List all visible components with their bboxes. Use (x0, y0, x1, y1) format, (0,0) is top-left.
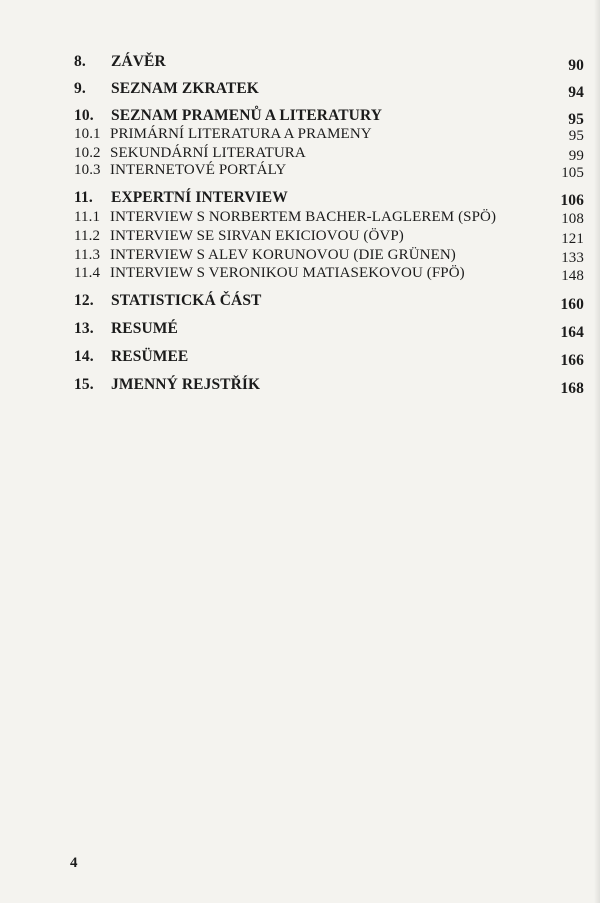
toc-title: STATISTICKÁ ČÁST (111, 292, 262, 309)
toc-entry-11-2 (74, 226, 584, 246)
toc-entry-10-3 (74, 160, 584, 180)
toc-title: INTERVIEW S VERONIKOU MATIASEKOVOU (FPÖ) (110, 265, 465, 281)
toc-title: PRIMÁRNÍ LITERATURA A PRAMENY (110, 126, 372, 142)
toc-title: INTERNETOVÉ PORTÁLY (110, 162, 287, 178)
toc-page: 160 (560, 296, 584, 313)
toc-title: INTERVIEW S NORBERTEM BACHER-LAGLEREM (SPÖ) (110, 209, 497, 225)
toc-entry-10-1 (74, 124, 584, 144)
toc-page: 95 (568, 128, 584, 144)
toc-title: SEZNAM ZKRATEK (111, 80, 259, 97)
toc-page: 94 (568, 84, 584, 101)
toc-number: 11.1 (74, 209, 101, 225)
toc-page: 148 (561, 268, 584, 284)
toc-number: 11.4 (74, 265, 101, 281)
page-edge-shadow (594, 0, 600, 903)
toc-page: 133 (561, 250, 584, 266)
toc-number: 14. (74, 348, 94, 365)
toc-number: 10. (74, 107, 94, 124)
toc-page: 99 (568, 148, 584, 164)
toc-page: 105 (561, 165, 584, 181)
toc-title: ZÁVĚR (111, 53, 166, 70)
toc-title: JMENNÝ REJSTŘÍK (111, 376, 261, 393)
toc-title: SEZNAM PRAMENŮ A LITERATURY (111, 107, 382, 124)
toc-title: INTERVIEW S ALEV KORUNOVOU (DIE GRÜNEN) (110, 247, 456, 263)
toc-entry-10 (74, 106, 584, 126)
toc-number: 11.2 (74, 228, 101, 244)
toc-number: 15. (74, 376, 94, 393)
toc-number: 11. (74, 189, 93, 206)
toc-page: 121 (561, 231, 584, 247)
toc-entry-11 (74, 188, 584, 208)
toc-page: 108 (561, 211, 584, 227)
toc-page: 164 (560, 324, 584, 341)
toc-entry-13 (74, 319, 584, 339)
toc-entry-8 (74, 52, 584, 72)
toc-number: 11.3 (74, 247, 101, 263)
toc-entry-11-1 (74, 207, 584, 227)
toc-title: SEKUNDÁRNÍ LITERATURA (110, 145, 306, 161)
toc-number: 9. (74, 80, 86, 97)
toc-number: 10.1 (74, 126, 101, 142)
toc-entry-14 (74, 347, 584, 367)
toc-entry-9 (74, 79, 584, 99)
toc-entry-11-4 (74, 263, 584, 283)
toc-number: 10.3 (74, 162, 101, 178)
toc-entry-15 (74, 375, 584, 395)
toc-number: 10.2 (74, 145, 101, 161)
toc-page: 106 (560, 192, 584, 209)
toc-title: RESÜMEE (111, 348, 189, 365)
toc-entry-11-3 (74, 245, 584, 265)
toc-page: 168 (560, 380, 584, 397)
toc-title: RESUMÉ (111, 320, 178, 337)
toc-number: 8. (74, 53, 86, 70)
toc-page: 95 (568, 111, 584, 128)
page-number: 4 (70, 855, 78, 871)
toc-number: 12. (74, 292, 94, 309)
toc-page: 90 (568, 57, 584, 74)
toc-title: INTERVIEW SE SIRVAN EKICIOVOU (ÖVP) (110, 228, 404, 244)
toc-title: EXPERTNÍ INTERVIEW (111, 189, 288, 206)
toc-entry-12 (74, 291, 584, 311)
toc-number: 13. (74, 320, 94, 337)
toc-page: 166 (560, 352, 584, 369)
